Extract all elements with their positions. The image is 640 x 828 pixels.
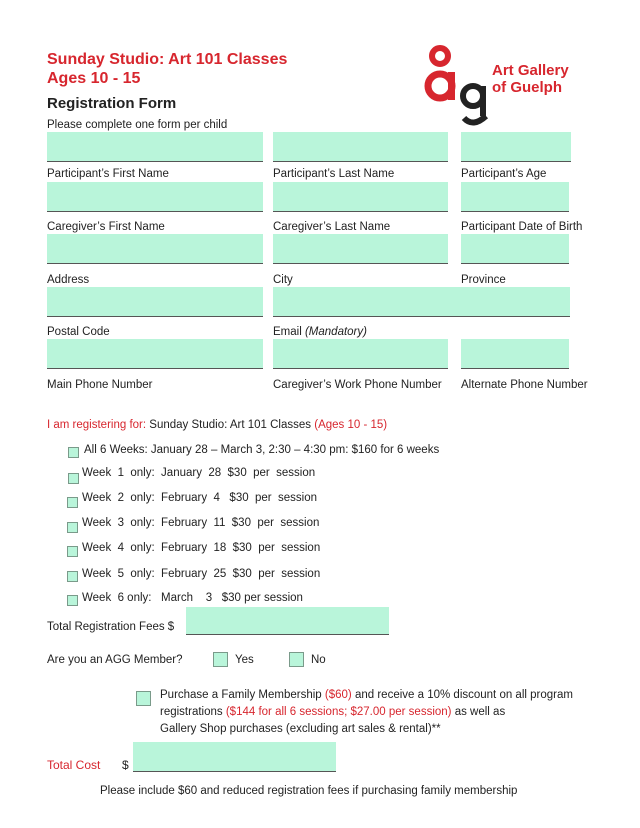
membership-line2: [160, 704, 600, 721]
option-week1-checkbox[interactable]: [68, 473, 79, 484]
member-no-label: No: [311, 654, 326, 666]
first-name-label: Participant’s First Name: [47, 168, 169, 180]
title-line1: Sunday Studio: Art 101 Classes: [47, 51, 288, 68]
logo-line2: of Guelph: [492, 79, 562, 96]
postal-code-field[interactable]: [47, 287, 263, 317]
option-week3-label: Week 3 only: February 11 $30 per session: [82, 517, 320, 529]
first-name-field[interactable]: [47, 132, 263, 162]
postal-code-label: Postal Code: [47, 326, 110, 338]
logo-wordmark: [492, 62, 569, 96]
option-week5-checkbox[interactable]: [67, 571, 78, 582]
title-line2: Ages 10 - 15: [47, 70, 141, 87]
option-week2-label: Week 2 only: February 4 $30 per session: [82, 492, 318, 504]
email-field-right[interactable]: [448, 287, 570, 317]
membership-line1-c: and receive a 10% discount on all program: [354, 689, 573, 701]
caregiver-last-name-label: Caregiver’s Last Name: [273, 221, 391, 233]
membership-price: ($60): [324, 689, 352, 701]
city-field[interactable]: [273, 234, 448, 264]
page-title: [47, 50, 287, 88]
membership-line1: [160, 687, 600, 704]
caregiver-first-name-field[interactable]: [47, 182, 263, 212]
membership-line3: Gallery Shop purchases (excluding art sales & rental)**: [160, 723, 441, 735]
option-week2-checkbox[interactable]: [67, 497, 78, 508]
footer-note: Please include $60 and reduced registration fees if purchasing family membership: [100, 785, 518, 797]
instruction-text: Please complete one form per child: [47, 119, 228, 131]
membership-discount-prices: ($144 for all 6 sessions; $27.00 per session): [225, 706, 452, 718]
option-week3-checkbox[interactable]: [67, 522, 78, 533]
total-cost-currency: $: [122, 758, 129, 772]
member-yes-checkbox[interactable]: [213, 652, 228, 667]
caregiver-first-name-label: Caregiver’s First Name: [47, 221, 165, 233]
option-week4-checkbox[interactable]: [67, 546, 78, 557]
total-cost-label: Total Cost: [47, 758, 101, 772]
address-label: Address: [47, 274, 90, 286]
alt-phone-label: Alternate Phone Number: [461, 379, 588, 391]
age-field[interactable]: [461, 132, 571, 162]
alt-phone-field[interactable]: [461, 339, 569, 369]
total-fees-label: Total Registration Fees $: [47, 621, 175, 633]
ag-logo-icon: [420, 38, 495, 128]
option-all-weeks-label: All 6 Weeks: January 28 – March 3, 2:30 – 4:30 pm: $160 for 6 weeks: [84, 444, 440, 456]
membership-line1-a: Purchase a Family Membership: [160, 689, 322, 701]
email-label: [273, 326, 367, 338]
email-mandatory-note: (Mandatory): [304, 326, 367, 338]
member-question: Are you an AGG Member?: [47, 654, 183, 666]
email-label-text: Email: [273, 326, 302, 338]
option-week6-label: Week 6 only: March 3 $30 per session: [82, 592, 303, 604]
option-all-weeks-checkbox[interactable]: [68, 447, 79, 458]
address-field[interactable]: [47, 234, 263, 264]
registering-course: Sunday Studio: Art 101 Classes: [149, 419, 312, 431]
member-no-checkbox[interactable]: [289, 652, 304, 667]
province-field[interactable]: [461, 234, 569, 264]
total-fees-field[interactable]: [186, 607, 389, 635]
family-membership-text: [160, 687, 600, 738]
registering-prefix: I am registering for:: [47, 419, 147, 431]
total-cost-field[interactable]: [133, 742, 336, 772]
member-yes-label: Yes: [235, 654, 254, 666]
registering-ages: (Ages 10 - 15): [314, 419, 388, 431]
city-label: City: [273, 274, 293, 286]
email-field-left[interactable]: [273, 287, 448, 317]
work-phone-field[interactable]: [273, 339, 448, 369]
membership-line2-a: registrations: [160, 706, 223, 718]
option-week1-label: Week 1 only: January 28 $30 per session: [82, 467, 316, 479]
registering-line: [47, 419, 387, 431]
province-label: Province: [461, 274, 506, 286]
form-title: Registration Form: [47, 95, 177, 112]
dob-field[interactable]: [461, 182, 569, 212]
logo-line1: Art Gallery: [492, 62, 569, 79]
main-phone-label: Main Phone Number: [47, 379, 153, 391]
work-phone-label: Caregiver’s Work Phone Number: [273, 379, 442, 391]
dob-label: Participant Date of Birth: [461, 221, 583, 233]
main-phone-field[interactable]: [47, 339, 263, 369]
last-name-field[interactable]: [273, 132, 448, 162]
family-membership-checkbox[interactable]: [136, 691, 151, 706]
option-week6-checkbox[interactable]: [67, 595, 78, 606]
age-label: Participant’s Age: [461, 168, 547, 180]
caregiver-last-name-field[interactable]: [273, 182, 448, 212]
option-week4-label: Week 4 only: February 18 $30 per session: [82, 542, 321, 554]
option-week5-label: Week 5 only: February 25 $30 per session: [82, 568, 321, 580]
membership-line2-c: as well as: [454, 706, 506, 718]
last-name-label: Participant’s Last Name: [273, 168, 395, 180]
